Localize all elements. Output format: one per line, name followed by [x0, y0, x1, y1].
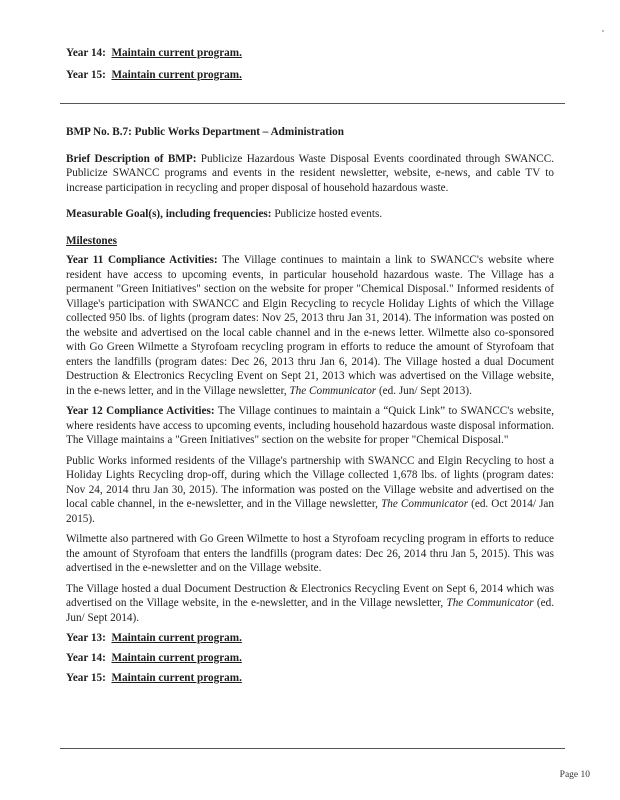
year-line: Year 13: Maintain current program. [66, 632, 242, 644]
page-number: Page 10 [559, 770, 590, 780]
year-line: Year 14: Maintain current program. [66, 652, 242, 664]
document-destruction-paragraph: The Village hosted a dual Document Destruction & Electronics Recycling Event on Sept 6, 2014 which was advertised on the Village website, in the e-newsletter, and in the Village newsletter, The Communicator (ed. Jun/ Sept 2014). [66, 582, 554, 624]
styrofoam-paragraph: Wilmette also partnered with Go Green Wilmette to host a Styrofoam recycling program in efforts to reduce the amount of Styrofoam that enters the landfills (program dates: Dec 26, 2014 thru Jan 5, 2015). This was advertised in the e-newsletter and on the Village website. [66, 533, 554, 574]
top-year-list [66, 46, 554, 88]
year-line: Year 14: Maintain current program. [66, 47, 242, 59]
footer-divider [60, 748, 565, 749]
bmp-section [66, 125, 554, 691]
holiday-lights-paragraph: Public Works informed residents of the Village's partnership with SWANCC and Elgin Recycling to host a Holiday Lights Recycling drop-off, during which the Village collected 1,678 lbs. of lights (program dates: Nov 24, 2014 thru Jan 30, 2015). The information was posted on the Village website and advertised on the local cable channel, in the e-newsletter, and in the Village newsletter, The Communicator (ed. Oct 2014/ Jan 2015). [66, 454, 554, 525]
brief-description: Brief Description of BMP: Publicize Hazardous Waste Disposal Events coordinated through SWANCC. Publicize SWANCC programs and events in the resident newsletter, website, e-news, and cable TV to increase participation in recycling and proper disposal of household hazardous waste. [66, 152, 554, 194]
year-line: Year 15: Maintain current program. [66, 69, 242, 81]
year-line: Year 15: Maintain current program. [66, 672, 242, 684]
year-12-activities: Year 12 Compliance Activities: The Village continues to maintain a “Quick Link” to SWANCC's website, where residents have access to upcoming events, including household hazardous waste disposal information. The Village maintains a "Green Initiatives" section on the website for proper "Chemical Disposal." [66, 405, 554, 446]
section-divider [60, 103, 565, 104]
milestones-heading: Milestones [66, 234, 117, 247]
year-11-activities: Year 11 Compliance Activities: The Village continues to maintain a link to SWANCC's website where resident have access to upcoming events, in particular household hazardous waste. The Village has a permanent "Green Initiatives" section on the website for proper "Chemical Disposal." Informed residents of Village's participation with SWANCC and Elgin Recycling to recycle Holiday Lights of which the Village collected 950 lbs. of lights (program dates: Nov 25, 2013 thru Jan 31, 2014). The information was posted on the website and advertised on the local cable channel and in the e-news letter. Wilmette also co-sponsored with Go Green Wilmette a Styrofoam recycling program in efforts to reduce the amount of Styrofoam that enters the landfills (program dates: Dec 26, 2013 thru Jan 6, 2014). The Village hosted a dual Document Destruction & Electronics Recycling Event on Sept 21, 2013 which was advertised on the Village website, in the e-news letter, and in the Village newsletter, The Communicator (ed. Jun/ Sept 2013). [66, 254, 554, 397]
scan-speck [602, 30, 604, 32]
bmp-title: BMP No. B.7: Public Works Department – Administration [66, 126, 344, 138]
measurable-goals: Measurable Goal(s), including frequencies: Publicize hosted events. [66, 208, 383, 220]
